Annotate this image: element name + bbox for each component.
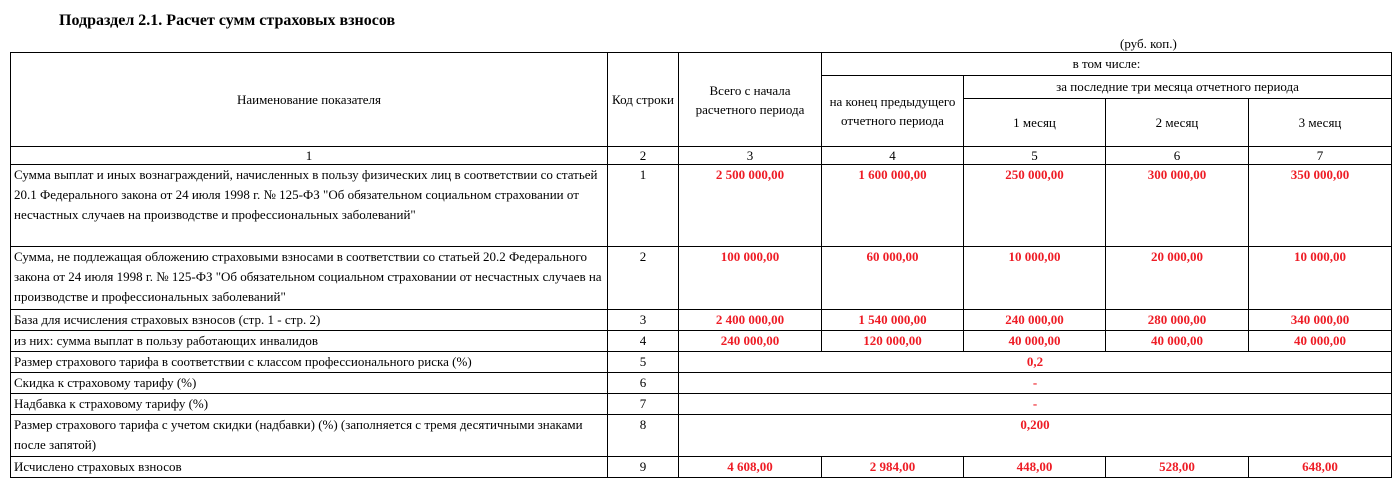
header-month-3: 3 месяц (1249, 99, 1392, 147)
row-code: 7 (608, 394, 679, 415)
row-label: База для исчисления страховых взносов (стр. 1 - стр. 2) (11, 310, 608, 331)
value-month-1: 240 000,00 (964, 310, 1106, 331)
section-title: Подраздел 2.1. Расчет сумм страховых взносов (59, 12, 396, 29)
row-code: 1 (608, 165, 679, 247)
col-number: 2 (608, 147, 679, 165)
row-code: 3 (608, 310, 679, 331)
table-row (11, 165, 1392, 247)
row-label: Исчислено страховых взносов (11, 457, 608, 478)
col-number: 4 (822, 147, 964, 165)
value-total: 240 000,00 (679, 331, 822, 352)
header-total: Всего с начала расчетного периода (679, 53, 822, 147)
table-row (11, 331, 1392, 352)
header-including: в том числе: (822, 53, 1392, 76)
row-label: из них: сумма выплат в пользу работающих инвалидов (11, 331, 608, 352)
table-row (11, 247, 1392, 310)
row-label: Скидка к страховому тарифу (%) (11, 373, 608, 394)
row-label: Размер страхового тарифа в соответствии с классом профессионального риска (%) (11, 352, 608, 373)
col-number: 3 (679, 147, 822, 165)
units-note: (руб. коп.) (1120, 36, 1177, 51)
value-total: 4 608,00 (679, 457, 822, 478)
table-row (11, 457, 1392, 478)
tariff-value: 0,2 (679, 352, 1392, 373)
row-label: Сумма выплат и иных вознаграждений, начисленных в пользу физических лиц в соответствии со статьей 20.1 Федерального закона от 24 июля 1998 г. № 125-ФЗ "Об обязательном социальном страховании от несчастных случаев на производстве и профессиональных заболеваний" (11, 165, 608, 247)
row-label: Надбавка к страховому тарифу (%) (11, 394, 608, 415)
value-month-2: 528,00 (1106, 457, 1249, 478)
table-row (11, 394, 1392, 415)
table-row (11, 310, 1392, 331)
value-total: 100 000,00 (679, 247, 822, 310)
row-code: 8 (608, 415, 679, 457)
surcharge-value: - (679, 394, 1392, 415)
col-number: 5 (964, 147, 1106, 165)
row-label: Размер страхового тарифа с учетом скидки (надбавки) (%) (заполняется с тремя десятичными знаками после запятой) (11, 415, 608, 457)
table-row (11, 415, 1392, 457)
value-prev-end: 120 000,00 (822, 331, 964, 352)
row-label: Сумма, не подлежащая обложению страховыми взносами в соответствии со статьей 20.2 Федерального закона от 24 июля 1998 г. № 125-ФЗ "Об обязательном социальном страховании от несчастных случаев на производстве и профессиональных заболеваний" (11, 247, 608, 310)
row-code: 6 (608, 373, 679, 394)
value-month-1: 250 000,00 (964, 165, 1106, 247)
table-row (11, 352, 1392, 373)
value-month-2: 40 000,00 (1106, 331, 1249, 352)
value-total: 2 500 000,00 (679, 165, 822, 247)
value-month-2: 280 000,00 (1106, 310, 1249, 331)
row-code: 4 (608, 331, 679, 352)
col-number: 7 (1249, 147, 1392, 165)
header-last-three: за последние три месяца отчетного периода (964, 76, 1392, 99)
table-row (11, 373, 1392, 394)
header-month-1: 1 месяц (964, 99, 1106, 147)
value-prev-end: 60 000,00 (822, 247, 964, 310)
column-numbers-row (11, 147, 1392, 165)
header-name: Наименование показателя (11, 53, 608, 147)
value-month-3: 40 000,00 (1249, 331, 1392, 352)
col-number: 1 (11, 147, 608, 165)
header-month-2: 2 месяц (1106, 99, 1249, 147)
contributions-table (10, 52, 1392, 478)
adjusted-tariff-value: 0,200 (679, 415, 1392, 457)
value-total: 2 400 000,00 (679, 310, 822, 331)
discount-value: - (679, 373, 1392, 394)
value-month-2: 20 000,00 (1106, 247, 1249, 310)
row-code: 5 (608, 352, 679, 373)
value-month-1: 40 000,00 (964, 331, 1106, 352)
value-month-3: 340 000,00 (1249, 310, 1392, 331)
value-prev-end: 1 540 000,00 (822, 310, 964, 331)
value-prev-end: 1 600 000,00 (822, 165, 964, 247)
col-number: 6 (1106, 147, 1249, 165)
row-code: 2 (608, 247, 679, 310)
value-month-2: 300 000,00 (1106, 165, 1249, 247)
value-month-3: 10 000,00 (1249, 247, 1392, 310)
value-prev-end: 2 984,00 (822, 457, 964, 478)
value-month-3: 350 000,00 (1249, 165, 1392, 247)
header-code: Код строки (608, 53, 679, 147)
row-code: 9 (608, 457, 679, 478)
header-prev-end: на конец предыдущего отчетного периода (822, 76, 964, 147)
value-month-1: 448,00 (964, 457, 1106, 478)
value-month-1: 10 000,00 (964, 247, 1106, 310)
value-month-3: 648,00 (1249, 457, 1392, 478)
